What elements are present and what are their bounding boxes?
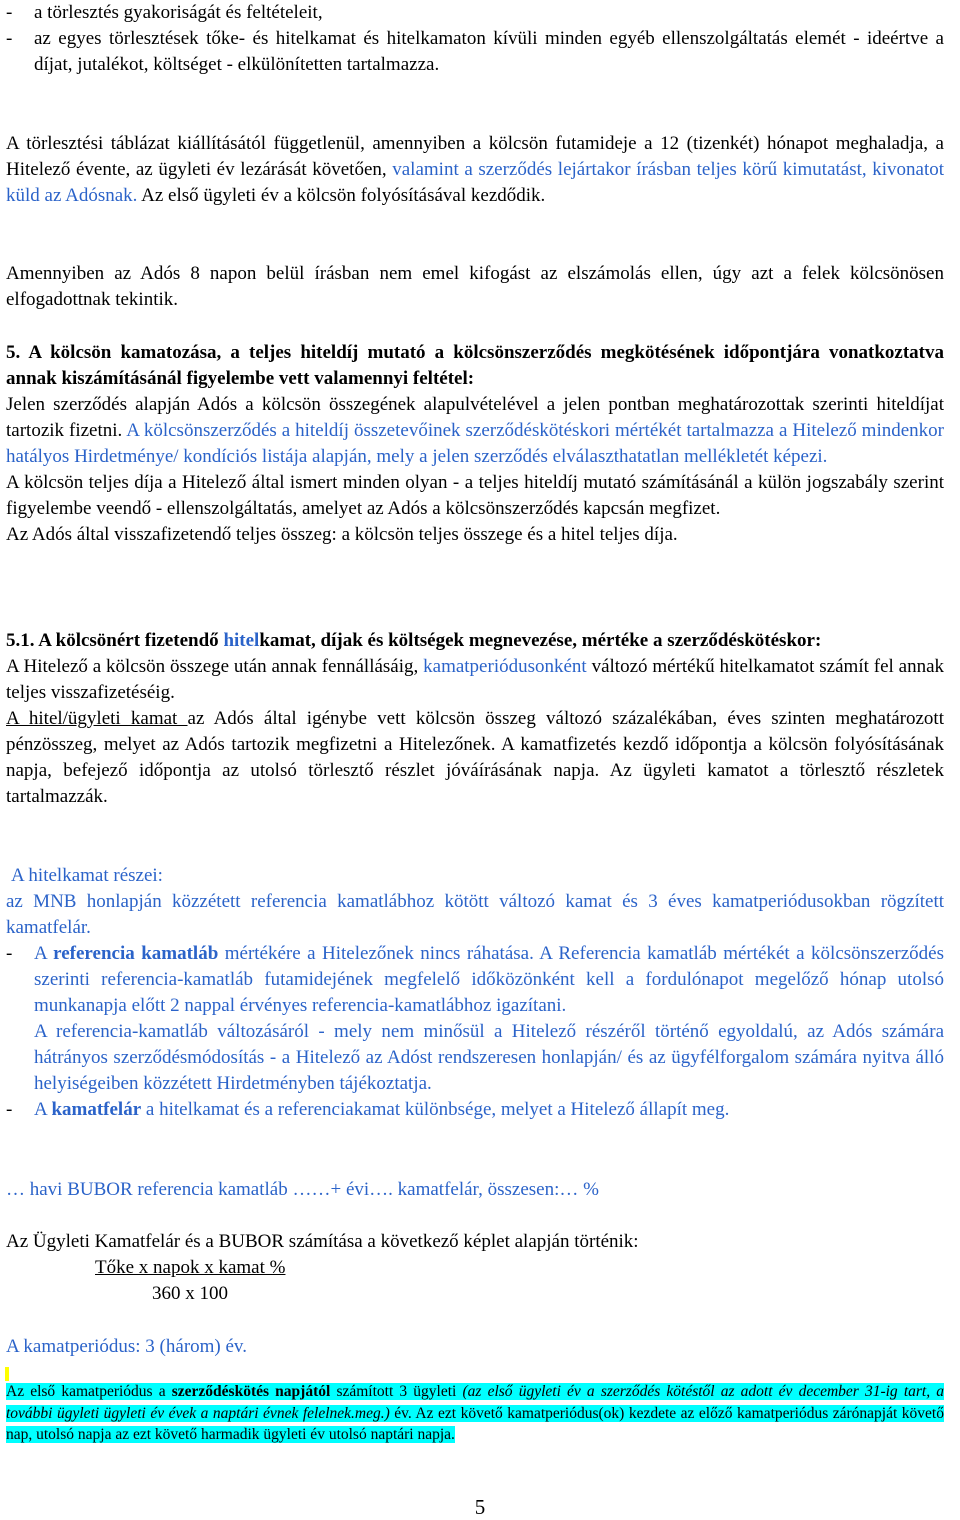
bullet-text: a törlesztés gyakoriságát és feltételeit, [34,2,323,23]
list-item: - a törlesztés gyakoriságát és feltételeit, [6,0,944,26]
formula-denominator: 360 x 100 [152,1283,228,1304]
list-item: - A kamatfelár a hitelkamat és a referenciakamat különbsége, melyet a Hitelező állapít meg. [6,1097,944,1123]
bubor-line: … havi BUBOR referencia kamatláb ……+ évi…. kamatfelár, összesen:… % [6,1179,599,1200]
page-number: 5 [474,1495,486,1519]
section-5 [6,340,944,548]
formula [6,1229,944,1307]
period-line: A kamatperiódus: 3 (három) év. [6,1336,247,1357]
section-5-1-heading: 5.1. A kölcsönért fizetendő hitelkamat, díjak és költségek megnevezése, mértéke a szerződéskötéskor: [6,630,822,651]
section-5-1-text: A Hitelező a kölcsön összege után annak fennállásáig, kamatperiódusonként változó mértékű hitelkamatot számít fel annak teljes visszafizetéséig. [6,656,945,703]
interest-parts [6,863,944,1123]
bullet-text: az egyes törlesztések tőke- és hitelkamat és hitelkamaton kívüli minden egyéb ellenszolgáltatás elemét - ideértve a díjat, jutalékot, költséget - elkülönítetten tartalmazza. [34,28,944,75]
formula-numerator: Tőke x napok x kamat % [95,1257,286,1278]
section-5-total-text: Az Adós által visszafizetendő teljes összeg: a kölcsön teljes összege és a hitel teljes díja. [6,524,678,545]
reference-rate-change-text: A referencia-kamatláb változásáról - mely nem minősül a Hitelező részéről történő egyoldalú, az Adós számára hátrányos szerződésmódosítás - a Hitelező az Adóst rendszeresen honlapján/ és az ügyfélforgalom számára nyitva álló helyiségeiben közzétett Hirdetményben tájékoztatja. [34,1021,944,1094]
section-5-1-interest-text: A hitel/ügyleti kamat az Adós által igénybe vett kölcsön összeg változó százalékában, éves szinten meghatározott pénzösszeg, melyet az Adós tartozik megfizetni a Hitelezőnek. A kamatfizetés kezdő időpontja a kölcsön folyósításának napja, befejező időpontja az utolsó törlesztő részlet jóváírásának napja. Az ügyleti kamatot a törlesztő részletek tartalmazzák. [6,708,944,807]
interest-parts-title: A hitelkamat részei: [11,865,163,886]
formula-intro: Az Ügyleti Kamatfelár és a BUBOR számítása a következő képlet alapján történik: [6,1231,639,1252]
section-5-1 [6,628,944,810]
list-item: - A referencia kamatláb mértékére a Hitelezőnek nincs ráhatása. A Referencia kamatláb mértékét a kölcsönszerződés szerinti referencia-kamatláb futamidejének megfelelő időközönként kell a fordulónapot megelőző hónap utolsó munkanapja előtt 2 nappal érvényes referencia-kamatlábhoz igazítani. A referencia-kamatláb változásáról - mely nem minősül a Hitelező részéről történő egyoldalú, az Adós számára hátrányos szerződésmódosítás - a Hitelező az Adóst rendszeresen honlapján/ és az ügyfélforgalom számára nyitva álló helyiségeiben közzétett Hirdetményben tájékoztatja. [6,941,944,1097]
list-item: - az egyes törlesztések tőke- és hitelkamat és hitelkamaton kívüli minden egyéb ellenszolgáltatás elemét - ideértve a díjat, jutalékot, költséget - elkülönítetten tartalmazza. [6,26,944,78]
bullet-list-top [6,0,944,78]
highlighted-paragraph: Az első kamatperiódus a szerződéskötés napjától számított 3 ügyleti (az első ügyleti év a szerződés kötéstől az adott év december 31-ig tart, a további ügyleti ügyleti év évek a naptári évnek felelnek.meg.) év. Az ezt követő kamatperiódus(ok) kezdete az előző kamatperiódus zárónapját követő nap, utolsó napja az ezt követő harmadik ügyleti év utolsó naptári napja. [6,1383,944,1443]
markup-text: A kamatfelár a hitelkamat és a referenciakamat különbsége, melyet a Hitelező állapít meg. [34,1099,730,1120]
paragraph-statement: A törlesztési táblázat kiállításától függetlenül, amennyiben a kölcsön futamideje a 12 (tizenkét) hónapot meghaladja, a Hitelező évente, az ügyleti év lezárását követően, valamint a szerződés lejártakor írásban teljes körű kimutatást, kivonatot küld az Adósnak. Az első ügyleti év a kölcsön folyósításával kezdődik. [6,133,944,206]
section-5-text: Jelen szerződés alapján Adós a kölcsön összegének alapulvételével a jelen pontban meghatározottak szerinti hiteldíjat tartozik fizetni. A kölcsönszerződés a hiteldíj összetevőinek szerződéskötéskori mértékét tartalmazza a Hitelező mindenkor hatályos Hirdetménye/ kondíciós listája alapján, mely a jelen szerződés elválaszthatatlan mellékletét képezi. [6,394,944,467]
section-5-heading: 5. A kölcsön kamatozása, a teljes hiteldíj mutató a kölcsönszerződés megkötésének időpontjára vonatkoztatva annak kiszámításánál figyelembe vett valamennyi feltétel: [6,342,944,389]
section-5-fee-text: A kölcsön teljes díja a Hitelező által ismert minden olyan - a teljes hiteldíj mutató számításánál a külön jogszabály szerint figyelembe veendő - ellenszolgáltatás, amelyet az Adós a kölcsönszerződés kapcsán megfizet. [6,472,944,519]
paragraph-objection: Amennyiben az Adós 8 napon belül írásban nem emel kifogást az elszámolás ellen, úgy azt a felek kölcsönösen elfogadottnak tekintik. [6,263,944,310]
reference-rate-text: A referencia kamatláb mértékére a Hitelezőnek nincs ráhatása. A Referencia kamatláb mértékét a kölcsönszerződés szerinti referencia-kamatláb futamidejének megfelelő időközönként kell a fordulónapot megelőző hónap utolsó munkanapja előtt 2 nappal érvényes referencia-kamatlábhoz igazítani. [34,943,944,1016]
interest-parts-intro: az MNB honlapján közzétett referencia kamatlábhoz kötött változó kamat és 3 éves kamatperiódusokban rögzített kamatfelár. [6,891,944,938]
